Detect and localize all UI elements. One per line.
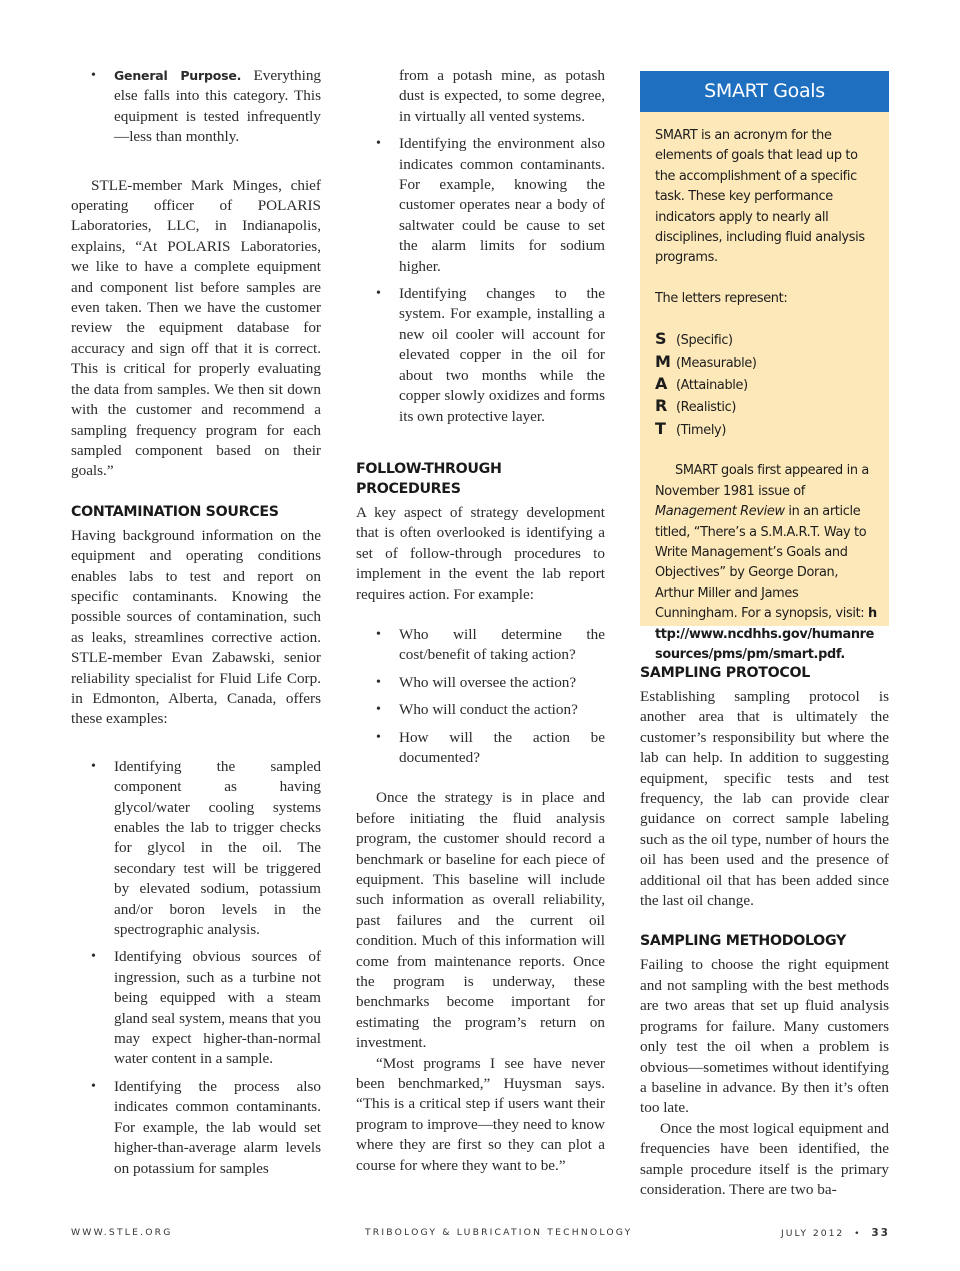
list-item bbox=[71, 66, 321, 148]
bullet-continuation: from a potash mine, as potash dust is expected, to some degree, in virtually all vented systems. bbox=[399, 67, 605, 125]
list-item: • Who will determine the cost/benefit of taking action? bbox=[356, 625, 605, 666]
paragraph-logical-equipment: Once the most logical equipment and frequencies have been identified, the sample procedure itself is the primary consideration. There are two ba- bbox=[640, 1119, 889, 1198]
footer-separator: • bbox=[854, 1228, 862, 1239]
history-text: SMART goals first appeared in a November 1981 issue of bbox=[655, 463, 869, 499]
smart-letters-list bbox=[655, 329, 879, 441]
smart-letter: M bbox=[655, 351, 671, 371]
smart-letter-row bbox=[655, 352, 879, 374]
smart-letter: A bbox=[655, 374, 668, 394]
list-item: • Identifying the sampled component as having glycol/water cooling systems enables the lab to trigger checks for glycol in the oil. The secondary test will be triggered by elevated sodium, potassium and/or boron levels in the spectrographic analysis. bbox=[71, 757, 321, 941]
paragraph-huysman: “Most programs I see have never been benchmarked,” Huysman says. “This is a critical step if users want their program to improve—they need to know where they are first so they can plot a course for where they want to be.” bbox=[356, 1054, 605, 1174]
smart-letter-row bbox=[655, 329, 879, 351]
smart-letter: R bbox=[655, 396, 667, 416]
list-item: • Who will oversee the action? bbox=[356, 673, 605, 693]
footer-website[interactable]: WWW.STLE.ORG bbox=[71, 1227, 173, 1238]
sidebar-body bbox=[640, 112, 889, 665]
smart-goals-sidebar bbox=[640, 71, 889, 662]
smart-letter: T bbox=[655, 418, 666, 438]
smart-letter-row bbox=[655, 419, 879, 441]
list-item: • Identifying obvious sources of ingression, such as a turbine not being equipped with a steam gland seal system, means that you may expect higher-than-normal water content in a sample. bbox=[71, 947, 321, 1069]
history-text: in an article titled, “There’s a S.M.A.R.T. Way to Write Management’s Goals and Objectives” by George Doran, Arthur Miller and James Cunningham. For a synopsis, visit: bbox=[655, 504, 869, 622]
paragraph-sampling-methodology: Failing to choose the right equipment and not sampling with the best methods are two areas that set up fluid analysis programs for failure. Many customers only test the oil when a problem is obvious—sometimes without identifying a baseline in advance. By then it’s often too late. bbox=[640, 956, 889, 1117]
synopsis-link[interactable]: http://www.ncdhhs.gov/humanresources/pms/pm/smart.pdf. bbox=[655, 606, 877, 662]
sidebar-title: SMART Goals bbox=[640, 71, 889, 112]
column-3 bbox=[640, 663, 889, 1200]
sidebar-history bbox=[655, 461, 879, 665]
question-list bbox=[356, 625, 605, 768]
page-number: 33 bbox=[871, 1227, 890, 1239]
paragraph-minges: STLE-member Mark Minges, chief operating officer of POLARIS Laboratories, LLC, in Indianapolis, explains, “At POLARIS Laboratories, we like to have a complete equipment and component list before samples are even taken. Then we have the customer review the equipment database for accuracy and sign off that it is correct. This is critical for properly evaluating the data from samples. We then sit down with the customer and recommend a sampling frequency program for each sampled component based on their goals.” bbox=[71, 176, 321, 480]
smart-meaning: (Measurable) bbox=[676, 355, 757, 371]
smart-letter-row bbox=[655, 374, 879, 396]
footer-publication: TRIBOLOGY & LUBRICATION TECHNOLOGY bbox=[365, 1227, 633, 1238]
list-item: • Who will conduct the action? bbox=[356, 700, 605, 720]
column-2 bbox=[356, 66, 605, 1176]
smart-meaning: (Specific) bbox=[676, 333, 733, 349]
heading-sampling-methodology: SAMPLING METHODOLOGY bbox=[640, 933, 846, 950]
heading-sampling-protocol: SAMPLING PROTOCOL bbox=[640, 665, 811, 681]
list-item: • How will the action be documented? bbox=[356, 728, 605, 769]
list-item: • Identifying the environment also indicates common contaminants. For example, knowing the customer operates near a body of saltwater could be cause to set the alarm limits for sodium higher. bbox=[356, 134, 605, 277]
smart-letter-row bbox=[655, 396, 879, 418]
footer-page-info bbox=[781, 1227, 890, 1239]
smart-meaning: (Realistic) bbox=[676, 400, 737, 416]
heading-contamination-sources: CONTAMINATION SOURCES bbox=[71, 503, 279, 520]
paragraph-strategy: Once the strategy is in place and before initiating the fluid analysis program, the customer should record a benchmark or baseline for each piece of equipment. This baseline will include such information as overall reliability, past failures and the current oil condition. Much of this information will come from maintenance reports. Once the program is underway, these benchmarks become important for estimating the program’s return on investment. bbox=[356, 789, 605, 1052]
list-item: • Identifying changes to the system. For example, installing a new oil cooler will account for elevated copper in the oil for about two months while the copper slowly oxidizes and forms its own protective layer. bbox=[356, 284, 605, 427]
column-1 bbox=[71, 66, 321, 1179]
heading-follow-through: FOLLOW-THROUGH PROCEDURES bbox=[356, 460, 502, 497]
list-item: • Identifying the process also indicates common contaminants. For example, the lab would set higher-than-average alarm levels on potassium for samples bbox=[71, 1077, 321, 1179]
contamination-examples-list bbox=[71, 757, 321, 1179]
equipment-category-list bbox=[71, 66, 321, 148]
bullet-text: Everything else falls into this category. This equipment is tested infrequently—less than monthly. bbox=[114, 67, 322, 146]
smart-meaning: (Attainable) bbox=[676, 378, 748, 394]
bullet-lead: General Purpose. bbox=[114, 68, 242, 83]
identifying-list bbox=[356, 134, 605, 427]
footer-date: JULY 2012 bbox=[781, 1228, 845, 1239]
sidebar-intro: SMART is an acronym for the elements of goals that lead up to the accomplishment of a specific task. These key performance indicators apply to nearly all disciplines, including fluid analysis programs. bbox=[655, 128, 865, 266]
journal-title: Management Review bbox=[655, 504, 785, 520]
paragraph-follow-through: A key aspect of strategy development that is often overlooked is identifying a set of follow-through procedures to implement in the event the lab report requires action. For example: bbox=[356, 503, 605, 603]
smart-meaning: (Timely) bbox=[676, 422, 727, 438]
paragraph-contamination: Having background information on the equipment and operating conditions enables labs to test and report on specific contaminants. Knowing the possible sources of contamination, such as leaks, streamlines corrective action. STLE-member Evan Zabawski, senior reliability specialist for Fluid Life Corp. in Edmonton, Alberta, Canada, offers these examples: bbox=[71, 526, 321, 728]
paragraph-sampling-protocol: Establishing sampling protocol is another area that is ultimately the customer’s responsibility but where the lab can help. In addition to suggesting equipment, specific tests and test frequency, the lab can provide clear guidance on correct sample labeling such as the oil type, number of hours the oil has been used and the presence of additional oil that has been added since the last oil change. bbox=[640, 688, 889, 910]
smart-letter: S bbox=[655, 329, 667, 349]
sidebar-letters-intro: The letters represent: bbox=[655, 290, 788, 306]
